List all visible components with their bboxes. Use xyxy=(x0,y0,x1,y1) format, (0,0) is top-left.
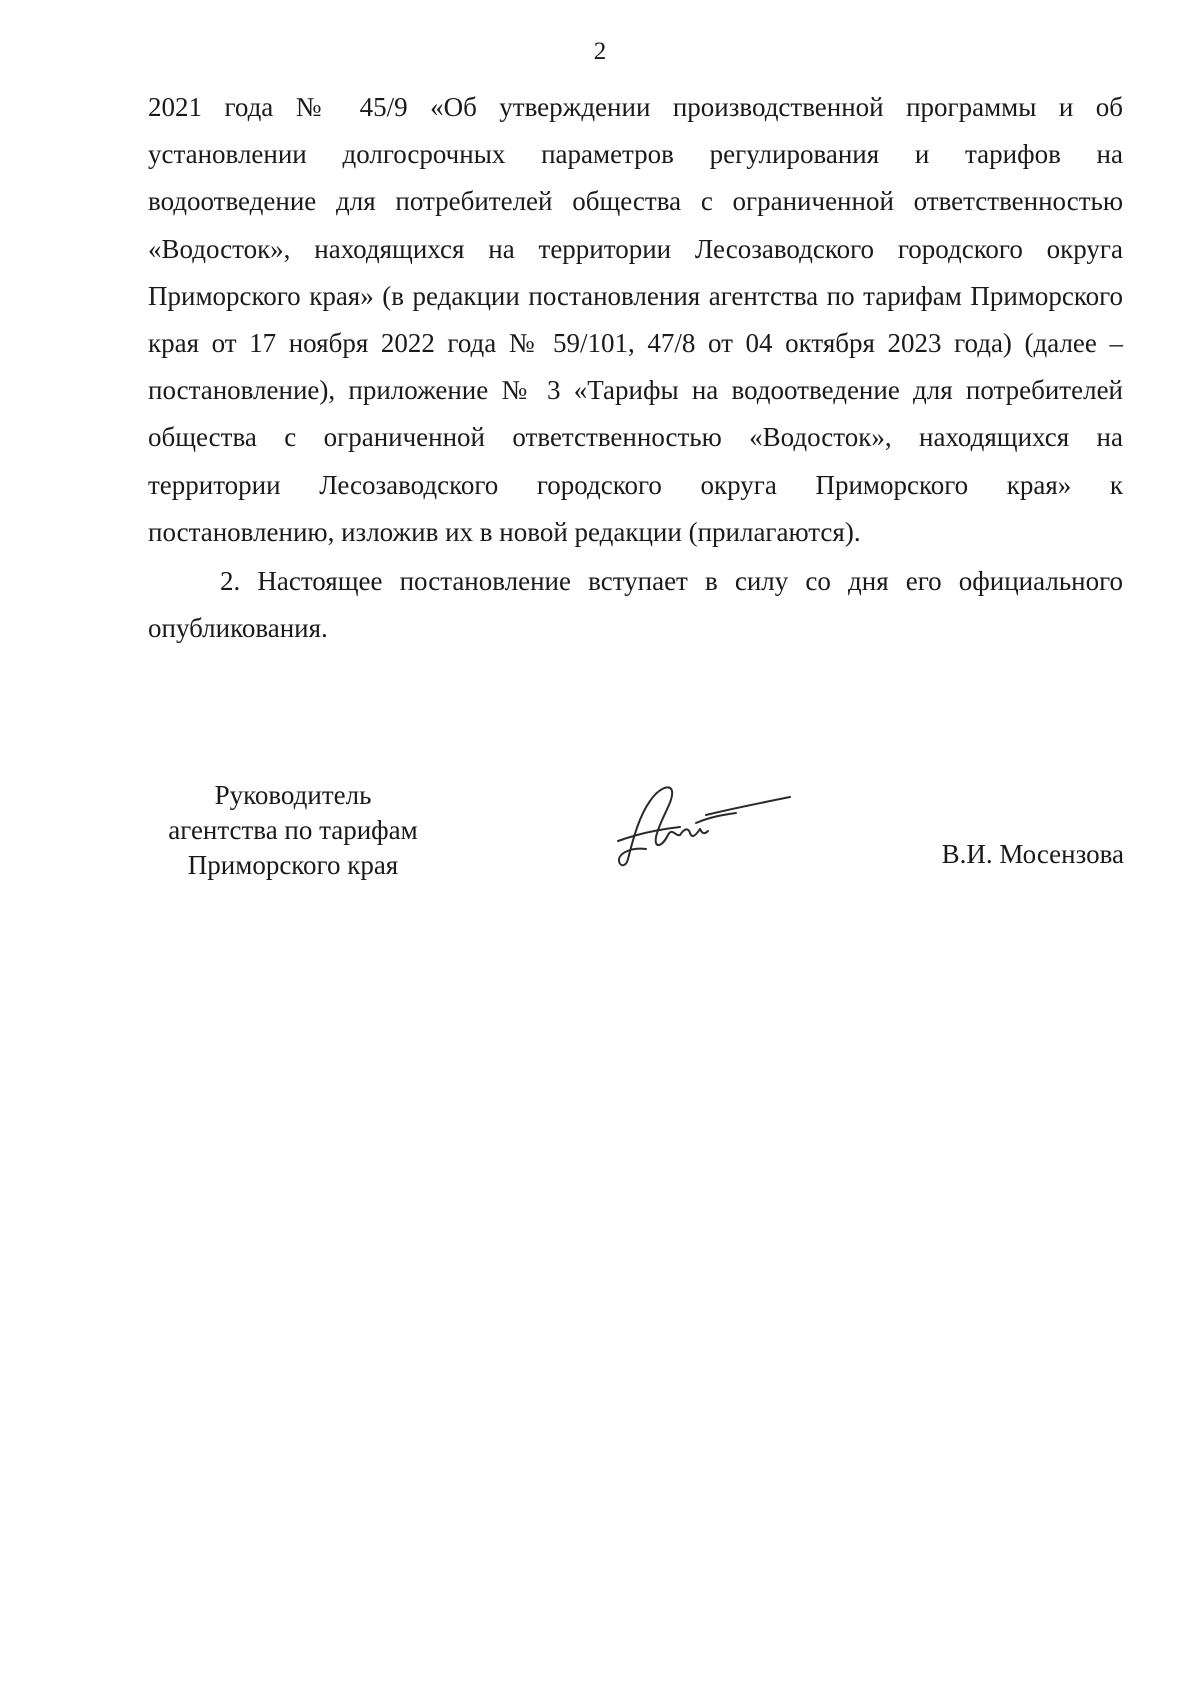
handwritten-signature xyxy=(610,775,800,875)
signatory-position-line: Руководитель xyxy=(214,780,372,810)
signatory-position xyxy=(128,778,458,883)
paragraph-continuation: 2021 года № 45/9 «Об утверждении производственной программы и об установлении долгосрочных параметров регулирования и тарифов на водоотведение для потребителей общества с ограниченной ответственностью «Водосток», находящихся на территории Лесозаводского городского округа Приморского края» (в редакции постановления агентства по тарифам Приморского края от 17 ноября 2022 года № 59/101, 47/8 от 04 октября 2023 года) (далее – постановление), приложение № 3 «Тарифы на водоотведение для потребителей общества с ограниченной ответственностью «Водосток», находящихся на территории Лесозаводского городского округа Приморского края» к постановлению, изложив их в новой редакции (прилагаются). xyxy=(148,92,1123,547)
signatory-position-line: агентства по тарифам xyxy=(168,815,418,845)
signatory-name: В.И. Мосензова xyxy=(941,839,1124,869)
signatory-position-line: Приморского края xyxy=(187,850,399,880)
paragraph-effective-date: 2. Настоящее постановление вступает в силу со дня его официального опубликования. xyxy=(148,566,1123,644)
document-body xyxy=(148,84,1123,652)
page-number: 2 xyxy=(593,38,607,65)
